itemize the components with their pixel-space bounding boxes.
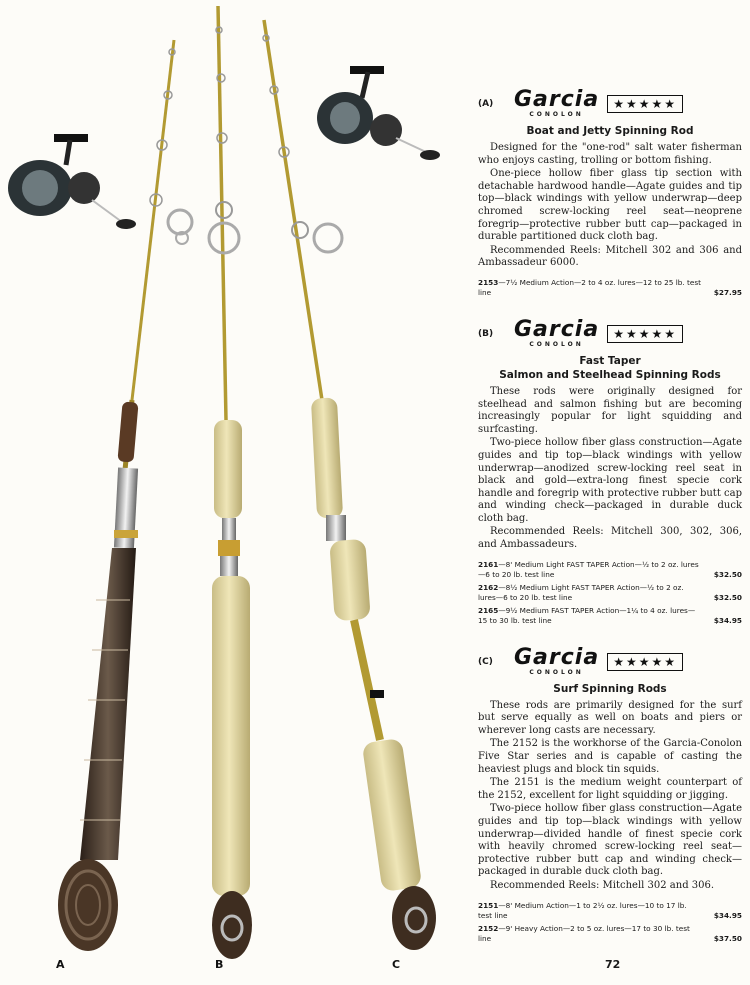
five-star-icon: ★★★★★ xyxy=(607,325,683,343)
title-line: Surf Spinning Rods xyxy=(553,682,667,695)
brand-sub: CONOLON xyxy=(529,111,584,118)
paragraph: The 2152 is the workhorse of the Garcia-Conolon Five Star series and is capable of casting the heaviest plugs and block tin squids. xyxy=(478,738,742,775)
model-price: $27.95 xyxy=(713,287,742,297)
model-number: 2165 xyxy=(478,605,499,615)
paragraph: Two-piece hollow fiber glass construction—Agate guides and tip top—black windings with yellow underwrap—divided handle of finest specie cork with heavily chromed screw-locking reel seat—protective rubber butt cap and winding check—packaged in durable duck cloth bag. xyxy=(478,803,742,878)
model-number: 2162 xyxy=(478,582,499,592)
section-title xyxy=(478,354,742,382)
model-price: $32.50 xyxy=(713,569,742,579)
section-header xyxy=(478,86,742,122)
model-desc: —7½ Medium Action—2 to 4 oz. lures—12 to 25 lb. test line xyxy=(478,277,702,297)
price-list xyxy=(478,560,742,626)
price-list xyxy=(478,901,742,944)
paragraph: These rods are primarily designed for the surf but serve equally as well on boats and piers or wherever long casts are necessary. xyxy=(478,699,742,736)
model-number: 2151 xyxy=(478,900,499,910)
brand-sub: CONOLON xyxy=(529,340,584,348)
model-desc: —8' Medium Light FAST TAPER Action—½ to 2 oz. lures—6 to 20 lb. test line xyxy=(478,559,699,579)
paragraph: Two-piece hollow fiber glass construction—Agate guides and tip top—black windings with yellow underwrap—anodized screw-locking reel seat in black and gold—extra-long finest specie cork handle and foregrip with protective rubber butt cap and winding check—packaged in durable duck cloth bag. xyxy=(478,437,742,524)
paragraph: The 2151 is the medium weight counterpart of the 2152, excellent for light squidding or jigging. xyxy=(478,777,742,801)
section-header xyxy=(478,316,742,352)
model-number: 2161 xyxy=(478,559,499,569)
section-title xyxy=(478,124,742,138)
model-price: $34.95 xyxy=(713,615,742,625)
brand-sub: CONOLON xyxy=(529,668,584,676)
section-letter: (C) xyxy=(478,656,493,667)
section-header xyxy=(478,644,742,680)
brand-name: Garcia xyxy=(514,87,600,112)
section-letter: (B) xyxy=(478,328,494,339)
price-item xyxy=(478,924,742,944)
paragraph: One-piece hollow fiber glass tip section with detachable hardwood handle—Agate guides and tip top—black windings with yellow underwrap—deep chromed screw-locking reel seat—neoprene foregrip—protective rubber butt cap—packaged in durable partitioned duck cloth bag. xyxy=(478,168,742,243)
section-a xyxy=(478,86,742,298)
price-list xyxy=(478,278,742,298)
rod-label-a: A xyxy=(56,958,65,971)
catalog-text xyxy=(478,86,742,962)
five-star-icon: ★★★★★ xyxy=(607,653,683,671)
rod-b xyxy=(209,6,252,959)
model-price: $37.50 xyxy=(713,933,742,943)
reel-left xyxy=(8,134,136,229)
model-desc: —8½ Medium Light FAST TAPER Action—½ to 2 oz. lures—6 to 20 lb. test line xyxy=(478,582,684,602)
price-item xyxy=(478,606,742,626)
rod-label-b: B xyxy=(215,958,224,971)
model-desc: —8' Medium Action—1 to 2½ oz. lures—10 to 17 lb. test line xyxy=(478,900,687,920)
section-letter: (A) xyxy=(478,99,494,109)
title-line: Boat and Jetty Spinning Rod xyxy=(526,125,694,137)
rod-c xyxy=(263,20,436,950)
five-star-icon: ★★★★★ xyxy=(607,95,683,113)
model-price: $34.95 xyxy=(713,910,742,920)
rod-label-c: C xyxy=(392,958,401,971)
price-item xyxy=(478,583,742,603)
section-title xyxy=(478,682,742,696)
model-price: $32.50 xyxy=(713,592,742,602)
section-b xyxy=(478,316,742,626)
garcia-logo xyxy=(514,87,600,118)
title-line: Salmon and Steelhead Spinning Rods xyxy=(499,368,721,381)
brand-name: Garcia xyxy=(514,316,600,342)
model-desc: —9½ Medium FAST TAPER Action—1¼ to 4 oz. lures—15 to 30 lb. test line xyxy=(478,605,696,625)
model-number: 2152 xyxy=(478,923,499,933)
paragraph: These rods were originally designed for steelhead and salmon fishing but are becoming increasingly popular for light squidding and surfcasting. xyxy=(478,385,742,435)
page-number: 72 xyxy=(605,958,621,971)
paragraph: Recommended Reels: Mitchell 302 and 306. xyxy=(490,879,715,891)
model-desc: —9' Heavy Action—2 to 5 oz. lures—17 to 30 lb. test line xyxy=(478,923,690,943)
model-number: 2153 xyxy=(478,277,499,287)
price-item xyxy=(478,278,742,298)
garcia-logo xyxy=(514,316,600,348)
section-c xyxy=(478,644,742,944)
paragraph: Recommended Reels: Mitchell 300, 302, 306, and Ambassadeurs. xyxy=(478,526,742,551)
reel-right xyxy=(317,66,440,160)
price-item xyxy=(478,901,742,921)
brand-name: Garcia xyxy=(514,644,600,670)
garcia-logo xyxy=(514,644,600,676)
price-item xyxy=(478,560,742,580)
paragraph: Recommended Reels: Mitchell 302 and 306 and Ambassadeur 6000. xyxy=(478,244,742,269)
title-line: Fast Taper xyxy=(579,354,641,367)
paragraph: Designed for the "one-rod" salt water fisherman who enjoys casting, trolling or bottom fishing. xyxy=(478,142,742,166)
